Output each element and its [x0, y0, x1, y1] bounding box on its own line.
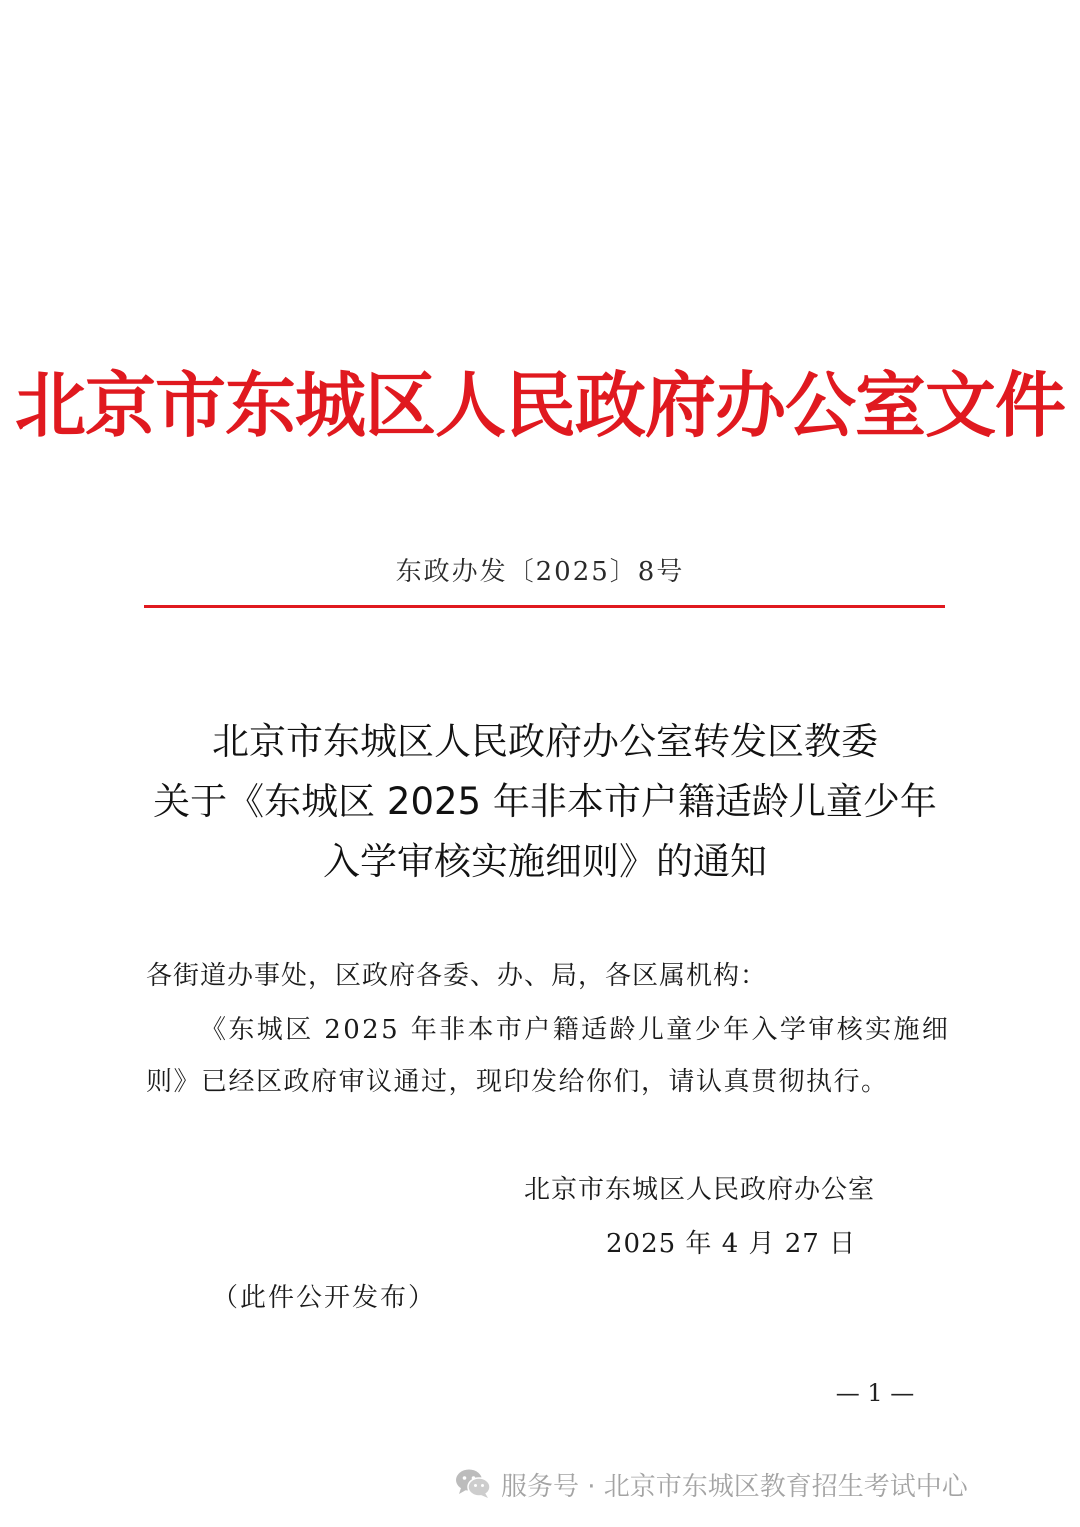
salutation: 各街道办事处，区政府各委、办、局，各区属机构： — [146, 961, 768, 991]
body-paragraph-line-1: 《东城区 2025 年非本市户籍适龄儿童少年入学审核实施细 — [200, 1015, 951, 1045]
document-header-title: 北京市东城区人民政府办公室文件 — [14, 364, 1065, 447]
release-note: （此件公开发布） — [212, 1283, 437, 1313]
notice-title-line-1: 北京市东城区人民政府办公室转发区教委 — [212, 720, 878, 763]
body-paragraph-line-2: 则》已经区政府审议通过，现印发给你们，请认真贯彻执行。 — [146, 1067, 889, 1097]
wechat-icon — [455, 1468, 491, 1500]
document-number: 东政办发〔2025〕8号 — [395, 557, 685, 587]
notice-title — [100, 712, 990, 892]
red-divider-line — [144, 605, 945, 608]
watermark-text: 服务号 · 北京市东城区教育招生考试中心 — [501, 1471, 968, 1502]
issue-date: 2025 年 4 月 27 日 — [606, 1229, 857, 1259]
notice-title-line-3: 入学审核实施细则》的通知 — [323, 840, 767, 883]
page-number: — 1 — — [835, 1379, 915, 1407]
issuer-signature: 北京市东城区人民政府办公室 — [524, 1175, 876, 1205]
notice-title-line-2: 关于《东城区 2025 年非本市户籍适龄儿童少年 — [153, 780, 937, 823]
watermark — [455, 1464, 968, 1504]
